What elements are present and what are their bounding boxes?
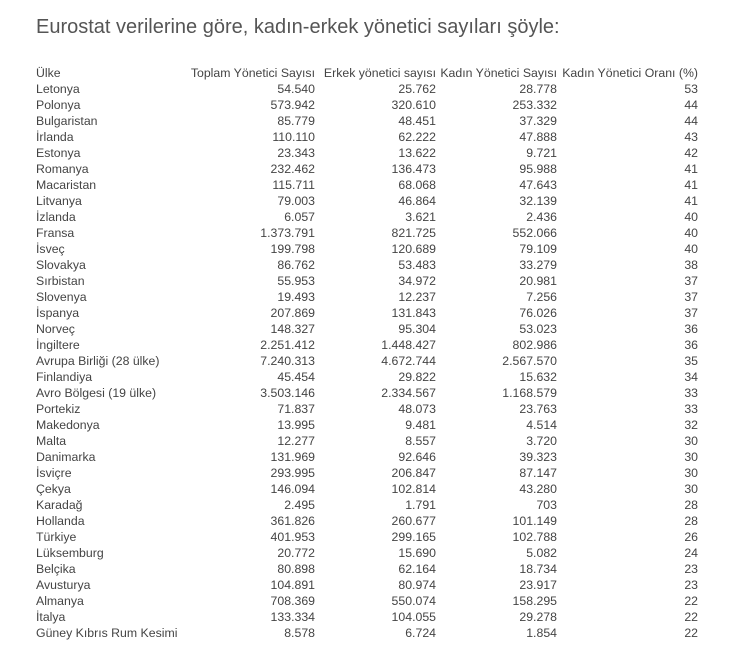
male-managers-cell: 260.677 [391,514,436,528]
total-managers-cell: 293.995 [270,466,315,480]
female-ratio-cell: 37 [684,306,698,320]
female-ratio-cell: 26 [684,530,698,544]
total-managers-cell: 6.057 [284,210,315,224]
table-row [36,113,698,129]
male-managers-cell: 68.068 [398,178,436,192]
male-managers-cell: 1.448.427 [381,338,436,352]
country-cell: Belçika [36,562,76,576]
country-cell: Karadağ [36,498,83,512]
table-row [36,593,698,609]
total-managers-cell: 80.898 [277,562,315,576]
male-managers-cell: 34.972 [398,274,436,288]
male-managers-cell: 80.974 [398,578,436,592]
female-managers-cell: 53.023 [519,322,557,336]
female-managers-cell: 7.256 [526,290,557,304]
female-ratio-cell: 44 [684,98,698,112]
female-managers-cell: 1.854 [526,626,557,640]
female-managers-cell: 4.514 [526,418,557,432]
female-managers-cell: 23.917 [519,578,557,592]
table-row [36,609,698,625]
female-ratio-cell: 30 [684,434,698,448]
male-managers-cell: 9.481 [405,418,436,432]
table-row [36,513,698,529]
total-managers-cell: 45.454 [277,370,315,384]
table-row [36,337,698,353]
total-managers-cell: 131.969 [270,450,315,464]
male-managers-cell: 48.073 [398,402,436,416]
male-managers-cell: 15.690 [398,546,436,560]
total-managers-cell: 71.837 [277,402,315,416]
male-managers-cell: 320.610 [391,98,436,112]
table-row [36,321,698,337]
female-managers-cell: 47.643 [519,178,557,192]
total-managers-cell: 148.327 [270,322,315,336]
table-row [36,129,698,145]
total-managers-cell: 2.251.412 [260,338,315,352]
table-row [36,561,698,577]
country-cell: Macaristan [36,178,97,192]
country-cell: Fransa [36,226,75,240]
page-title: Eurostat verilerine göre, kadın-erkek yönetici sayıları şöyle: [36,16,560,38]
female-ratio-cell: 40 [684,242,698,256]
table-row [36,177,698,193]
male-managers-cell: 8.557 [405,434,436,448]
table-row [36,81,698,97]
total-managers-cell: 7.240.313 [260,354,315,368]
female-managers-cell: 703 [536,498,557,512]
female-ratio-cell: 23 [684,562,698,576]
male-managers-cell: 13.622 [398,146,436,160]
female-managers-cell: 87.147 [519,466,557,480]
female-managers-cell: 20.981 [519,274,557,288]
female-ratio-cell: 22 [684,594,698,608]
female-ratio-cell: 41 [684,194,698,208]
table-body [36,81,698,641]
female-ratio-cell: 32 [684,418,698,432]
total-managers-cell: 146.094 [270,482,315,496]
table-row [36,449,698,465]
country-cell: İtalya [36,610,66,624]
table-row [36,433,698,449]
female-ratio-cell: 36 [684,322,698,336]
country-cell: İsviçre [36,466,72,480]
male-managers-cell: 1.791 [405,498,436,512]
female-ratio-cell: 43 [684,130,698,144]
table-row [36,225,698,241]
male-managers-cell: 12.237 [398,290,436,304]
country-cell: Avro Bölgesi (19 ülke) [36,386,157,400]
table-row [36,385,698,401]
table-row [36,289,698,305]
total-managers-cell: 12.277 [277,434,315,448]
header-female-managers: Kadın Yönetici Sayısı [440,66,557,80]
male-managers-cell: 131.843 [391,306,436,320]
table-header [36,65,698,81]
male-managers-cell: 3.621 [405,210,436,224]
female-ratio-cell: 41 [684,162,698,176]
total-managers-cell: 85.779 [277,114,315,128]
table-row [36,497,698,513]
table-row [36,273,698,289]
male-managers-cell: 206.847 [391,466,436,480]
country-cell: Romanya [36,162,89,176]
male-managers-cell: 550.074 [391,594,436,608]
male-managers-cell: 95.304 [398,322,436,336]
country-cell: Polonya [36,98,81,112]
country-cell: Avrupa Birliği (28 ülke) [36,354,160,368]
female-ratio-cell: 40 [684,226,698,240]
total-managers-cell: 207.869 [270,306,315,320]
table-row [36,97,698,113]
female-ratio-cell: 30 [684,466,698,480]
female-managers-cell: 1.168.579 [502,386,557,400]
female-managers-cell: 2.436 [526,210,557,224]
male-managers-cell: 102.814 [391,482,436,496]
country-cell: Sırbistan [36,274,85,288]
female-managers-cell: 3.720 [526,434,557,448]
female-managers-cell: 102.788 [512,530,557,544]
male-managers-cell: 821.725 [391,226,436,240]
female-managers-cell: 28.778 [519,82,557,96]
female-ratio-cell: 23 [684,578,698,592]
country-cell: Hollanda [36,514,85,528]
country-cell: Çekya [36,482,71,496]
female-ratio-cell: 24 [684,546,698,560]
total-managers-cell: 115.711 [272,178,315,192]
table-row [36,417,698,433]
male-managers-cell: 53.483 [398,258,436,272]
header-total-managers: Toplam Yönetici Sayısı [190,66,315,80]
total-managers-cell: 54.540 [277,82,315,96]
table-row [36,353,698,369]
male-managers-cell: 136.473 [391,162,436,176]
country-cell: Malta [36,434,67,448]
male-managers-cell: 92.646 [398,450,436,464]
female-ratio-cell: 33 [684,386,698,400]
female-ratio-cell: 34 [684,370,698,384]
total-managers-cell: 86.762 [277,258,315,272]
female-managers-cell: 79.109 [519,242,557,256]
table-row [36,481,698,497]
female-managers-cell: 101.149 [512,514,557,528]
country-cell: Türkiye [36,530,77,544]
female-managers-cell: 253.332 [512,98,557,112]
total-managers-cell: 3.503.146 [260,386,315,400]
total-managers-cell: 232.462 [270,162,315,176]
table-row [36,257,698,273]
table-row [36,209,698,225]
female-ratio-cell: 37 [684,290,698,304]
female-managers-cell: 29.278 [519,610,557,624]
female-managers-cell: 33.279 [519,258,557,272]
country-cell: Estonya [36,146,81,160]
table-row [36,529,698,545]
total-managers-cell: 361.826 [270,514,315,528]
total-managers-cell: 708.369 [270,594,315,608]
total-managers-cell: 573.942 [270,98,315,112]
female-managers-cell: 23.763 [519,402,557,416]
country-cell: Letonya [36,82,80,96]
country-cell: Finlandiya [36,370,93,384]
female-ratio-cell: 22 [684,610,698,624]
male-managers-cell: 104.055 [391,610,436,624]
header-country: Ülke [36,66,61,80]
female-managers-cell: 32.139 [519,194,557,208]
female-ratio-cell: 22 [684,626,698,640]
female-ratio-cell: 53 [684,82,698,96]
total-managers-cell: 110.110 [272,130,315,144]
male-managers-cell: 25.762 [398,82,436,96]
male-managers-cell: 62.164 [398,562,436,576]
total-managers-cell: 133.334 [270,610,315,624]
country-cell: İrlanda [36,130,74,144]
total-managers-cell: 55.953 [277,274,315,288]
header-male-managers: Erkek yönetici sayısı [323,66,436,80]
country-cell: İspanya [36,306,80,320]
manager-stats-table [36,65,698,641]
female-managers-cell: 37.329 [519,114,557,128]
country-cell: Bulgaristan [36,114,98,128]
female-managers-cell: 802.986 [512,338,557,352]
total-managers-cell: 2.495 [284,498,315,512]
table-row [36,545,698,561]
country-cell: İngiltere [36,338,80,352]
country-cell: İzlanda [36,210,76,224]
female-ratio-cell: 30 [684,450,698,464]
country-cell: Danimarka [36,450,96,464]
female-managers-cell: 158.295 [512,594,557,608]
female-ratio-cell: 40 [684,210,698,224]
female-managers-cell: 47.888 [519,130,557,144]
female-ratio-cell: 41 [684,178,698,192]
country-cell: Avusturya [36,578,91,592]
female-ratio-cell: 28 [684,514,698,528]
total-managers-cell: 199.798 [270,242,315,256]
country-cell: Makedonya [36,418,100,432]
table-row [36,577,698,593]
country-cell: Almanya [36,594,84,608]
total-managers-cell: 1.373.791 [260,226,315,240]
country-cell: Slovakya [36,258,86,272]
male-managers-cell: 6.724 [405,626,436,640]
country-cell: İsveç [36,242,65,256]
header-row [36,65,698,81]
country-cell: Lüksemburg [36,546,104,560]
female-managers-cell: 5.082 [526,546,557,560]
total-managers-cell: 79.003 [277,194,315,208]
country-cell: Slovenya [36,290,87,304]
table-row [36,161,698,177]
female-managers-cell: 2.567.570 [502,354,557,368]
header-female-ratio: Kadın Yönetici Oranı (%) [562,66,698,80]
female-ratio-cell: 36 [684,338,698,352]
total-managers-cell: 23.343 [277,146,315,160]
total-managers-cell: 13.995 [277,418,315,432]
total-managers-cell: 104.891 [270,578,315,592]
table-row [36,401,698,417]
male-managers-cell: 299.165 [391,530,436,544]
table-row [36,369,698,385]
country-cell: Norveç [36,322,75,336]
female-managers-cell: 9.721 [526,146,557,160]
male-managers-cell: 46.864 [398,194,436,208]
female-managers-cell: 15.632 [519,370,557,384]
table-row [36,241,698,257]
female-managers-cell: 95.988 [519,162,557,176]
table-row [36,193,698,209]
male-managers-cell: 62.222 [398,130,436,144]
female-ratio-cell: 33 [684,402,698,416]
male-managers-cell: 120.689 [391,242,436,256]
male-managers-cell: 48.451 [398,114,436,128]
male-managers-cell: 2.334.567 [381,386,436,400]
total-managers-cell: 401.953 [270,530,315,544]
total-managers-cell: 19.493 [277,290,315,304]
table-row [36,145,698,161]
female-ratio-cell: 44 [684,114,698,128]
female-ratio-cell: 30 [684,482,698,496]
total-managers-cell: 8.578 [284,626,315,640]
female-managers-cell: 39.323 [519,450,557,464]
female-managers-cell: 18.734 [519,562,557,576]
female-ratio-cell: 42 [684,146,698,160]
country-cell: Portekiz [36,402,81,416]
total-managers-cell: 20.772 [277,546,315,560]
table-row [36,625,698,641]
country-cell: Güney Kıbrıs Rum Kesimi [36,626,178,640]
female-ratio-cell: 28 [684,498,698,512]
female-managers-cell: 76.026 [519,306,557,320]
female-ratio-cell: 37 [684,274,698,288]
female-ratio-cell: 35 [684,354,698,368]
female-ratio-cell: 38 [684,258,698,272]
male-managers-cell: 29.822 [398,370,436,384]
male-managers-cell: 4.672.744 [381,354,436,368]
table-row [36,465,698,481]
female-managers-cell: 552.066 [512,226,557,240]
country-cell: Litvanya [36,194,82,208]
female-managers-cell: 43.280 [519,482,557,496]
table-row [36,305,698,321]
